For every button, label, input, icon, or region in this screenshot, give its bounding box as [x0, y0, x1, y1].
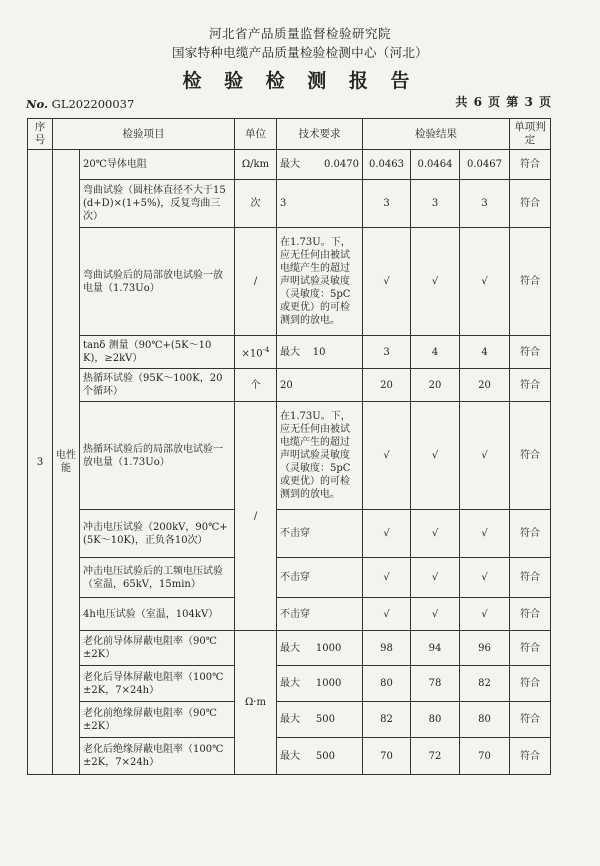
table-row [28, 702, 551, 738]
result-check: √ [460, 510, 510, 558]
result-cell: 82 [460, 666, 510, 702]
table-header-row [28, 119, 551, 150]
unit-base: ×10 [241, 348, 263, 360]
result-cell: 20 [363, 369, 411, 402]
requirement-cell: 20 [277, 369, 363, 402]
item-cell: 老化前导体屏蔽电阻率（90℃±2K） [80, 631, 235, 666]
table-row [28, 180, 551, 228]
item-cell: 老化后导体屏蔽电阻率（100℃±2K，7×24h） [80, 666, 235, 702]
item-cell: 弯曲试验（圆柱体直径不大于15(d+D)×(1+5%)，反复弯曲三次） [80, 180, 235, 228]
center-name: 国家特种电缆产品质量检验检测中心（河北） [171, 45, 428, 60]
requirement-value: 10 [312, 346, 326, 358]
report-number-prefix: No. [26, 97, 48, 111]
page-indicator: 共 6 页 第 3 页 [455, 95, 552, 109]
unit-cell-merged: / [235, 402, 277, 631]
unit-cell-merged: Ω·m [235, 631, 277, 775]
result-cell: 3 [460, 180, 510, 228]
requirement-label: 最大 [280, 750, 300, 762]
result-cell: 0.0467 [460, 150, 510, 180]
item-cell: 冲击电压试验（200kV，90℃+(5K～10K)，正负各10次） [80, 510, 235, 558]
result-cell: 80 [411, 702, 460, 738]
result-cell: 96 [460, 631, 510, 666]
judgement-cell: 符合 [510, 598, 551, 631]
col-header-item: 检验项目 [53, 119, 235, 150]
result-cell: 80 [460, 702, 510, 738]
item-cell: 老化前绝缘屏蔽电阻率（90℃±2K） [80, 702, 235, 738]
requirement-cell [277, 631, 363, 666]
result-cell: 80 [363, 666, 411, 702]
table-row [28, 666, 551, 702]
table-row [28, 598, 551, 631]
judgement-cell: 符合 [510, 558, 551, 598]
judgement-cell: 符合 [510, 631, 551, 666]
report-number-value: GL202200037 [51, 97, 135, 111]
table-row [28, 369, 551, 402]
requirement-label: 最大 [280, 159, 300, 170]
result-check: √ [411, 402, 460, 510]
result-cell: 94 [411, 631, 460, 666]
requirement-label: 最大 [280, 642, 300, 654]
unit-cell: Ω/km [235, 150, 277, 180]
requirement-cell: 不击穿 [277, 510, 363, 558]
result-check: √ [460, 598, 510, 631]
item-cell: 冲击电压试验后的工频电压试验（室温，65kV，15min） [80, 558, 235, 598]
table-row [28, 150, 551, 180]
category-cell: 电性能 [53, 150, 80, 775]
table-row [28, 402, 551, 510]
result-cell: 78 [411, 666, 460, 702]
result-cell: 70 [460, 738, 510, 775]
requirement-cell [277, 702, 363, 738]
unit-cell [235, 336, 277, 369]
item-cell: 热循环试验后的局部放电试验一放电量（1.73Uo） [80, 402, 235, 510]
result-cell: 82 [363, 702, 411, 738]
requirement-value: 500 [315, 750, 335, 762]
requirement-value: 500 [315, 714, 335, 725]
requirement-cell [277, 336, 363, 369]
result-check: √ [363, 228, 411, 336]
result-check: √ [411, 558, 460, 598]
requirement-value: 1000 [315, 642, 342, 654]
requirement-cell: 不击穿 [277, 598, 363, 631]
result-check: √ [411, 510, 460, 558]
table-row [28, 510, 551, 558]
result-cell: 98 [363, 631, 411, 666]
item-cell: tanδ 测量（90℃+(5K～10K)，≥2kV） [80, 336, 235, 369]
inspection-results-table [27, 118, 551, 775]
requirement-value: 0.0470 [324, 159, 359, 170]
unit-exponent: -4 [262, 345, 270, 354]
col-header-unit: 单位 [235, 119, 277, 150]
judgement-cell: 符合 [510, 738, 551, 775]
result-cell: 4 [460, 336, 510, 369]
item-cell: 弯曲试验后的局部放电试验一放电量（1.73Uo） [80, 228, 235, 336]
table-row [28, 228, 551, 336]
requirement-text: 在1.73U。下，应无任何由被试电缆产生的超过声明试验灵敏度（灵敏度：5pC或更优）的可检测到的放电。 [277, 228, 363, 336]
report-title: 检 验 检 测 报 告 [182, 70, 418, 92]
judgement-cell: 符合 [510, 336, 551, 369]
table-row [28, 336, 551, 369]
requirement-label: 最大 [280, 714, 300, 725]
table-row [28, 631, 551, 666]
report-number [26, 97, 134, 111]
item-cell: 20℃导体电阻 [80, 150, 235, 180]
judgement-cell: 符合 [510, 150, 551, 180]
requirement-label: 最大 [280, 678, 300, 689]
table-row [28, 738, 551, 775]
judgement-cell: 符合 [510, 666, 551, 702]
item-cell: 4h电压试验（室温，104kV） [80, 598, 235, 631]
result-cell: 3 [363, 180, 411, 228]
result-check: √ [363, 510, 411, 558]
result-cell: 0.0463 [363, 150, 411, 180]
result-cell: 0.0464 [411, 150, 460, 180]
item-cell: 热循环试验（95K～100K，20个循环） [80, 369, 235, 402]
col-header-seq: 序号 [28, 119, 53, 150]
seq-number: 3 [28, 150, 53, 775]
requirement-label: 最大 [280, 346, 300, 358]
judgement-cell: 符合 [510, 180, 551, 228]
judgement-cell: 符合 [510, 228, 551, 336]
requirement-cell: 3 [277, 180, 363, 228]
requirement-text: 在1.73U。下，应无任何由被试电缆产生的超过声明试验灵敏度（灵敏度：5pC或更优）的可检测到的放电。 [277, 402, 363, 510]
result-check: √ [460, 558, 510, 598]
result-check: √ [363, 598, 411, 631]
result-cell: 20 [411, 369, 460, 402]
requirement-cell: 不击穿 [277, 558, 363, 598]
result-cell: 70 [363, 738, 411, 775]
requirement-value: 1000 [315, 678, 342, 689]
result-cell: 72 [411, 738, 460, 775]
requirement-cell [277, 150, 363, 180]
judgement-cell: 符合 [510, 702, 551, 738]
requirement-cell [277, 738, 363, 775]
result-cell: 20 [460, 369, 510, 402]
unit-cell: 次 [235, 180, 277, 228]
result-check: √ [363, 558, 411, 598]
result-cell: 3 [411, 180, 460, 228]
result-cell: 4 [411, 336, 460, 369]
col-header-judgement: 单项判定 [510, 119, 551, 150]
requirement-cell [277, 666, 363, 702]
result-check: √ [460, 402, 510, 510]
result-cell: 3 [363, 336, 411, 369]
col-header-requirement: 技术要求 [277, 119, 363, 150]
judgement-cell: 符合 [510, 510, 551, 558]
result-check: √ [411, 598, 460, 631]
judgement-cell: 符合 [510, 402, 551, 510]
unit-cell: 个 [235, 369, 277, 402]
table-row [28, 558, 551, 598]
unit-cell: / [235, 228, 277, 336]
item-cell: 老化后绝缘屏蔽电阻率（100℃±2K，7×24h） [80, 738, 235, 775]
organization-name: 河北省产品质量监督检验研究院 [208, 26, 391, 41]
col-header-result: 检验结果 [363, 119, 510, 150]
result-check: √ [411, 228, 460, 336]
judgement-cell: 符合 [510, 369, 551, 402]
result-check: √ [460, 228, 510, 336]
result-check: √ [363, 402, 411, 510]
